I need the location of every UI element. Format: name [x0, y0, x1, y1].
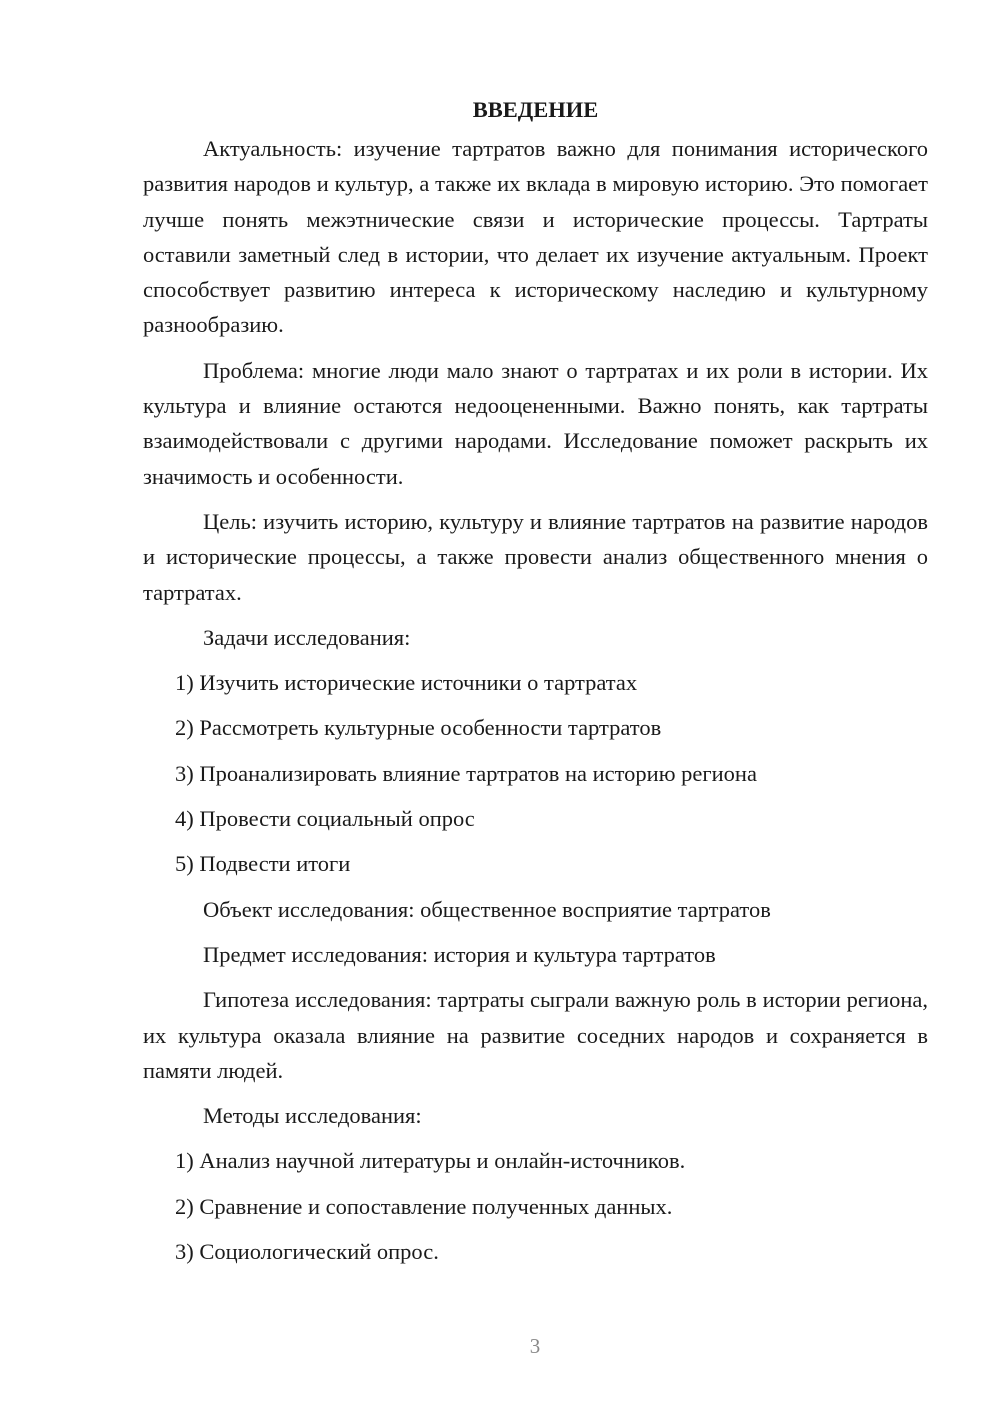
goal-paragraph: Цель: изучить историю, культуру и влияние тартратов на развитие народов и исторические процессы, а также провести анализ общественного мнения о тартратах. — [143, 508, 928, 605]
task-item-4: 4) Провести социальный опрос — [175, 806, 475, 832]
problem-paragraph: Проблема: многие люди мало знают о тартратах и их роли в истории. Их культура и влияние остаются недооцененными. Важно понять, как тартраты взаимодействовали с другими народами. Исследование поможет раскрыть их значимость и особенности. — [143, 357, 928, 489]
task-item-1: 1) Изучить исторические источники о тартратах — [175, 670, 638, 696]
document-body — [143, 92, 928, 1279]
page-number: 3 — [529, 1334, 541, 1358]
method-item-1: 1) Анализ научной литературы и онлайн-источников. — [175, 1148, 686, 1174]
hypothesis-paragraph: Гипотеза исследования: тартраты сыграли важную роль в истории региона, их культура оказала влияние на развитие соседних народов и сохраняется в памяти людей. — [143, 987, 928, 1083]
relevance-paragraph: Актуальность: изучение тартратов важно для понимания исторического развития народов и культур, а также их вклада в мировую историю. Это помогает лучше понять межэтнические связи и исторические процессы. Тартраты оставили заметный след в истории, что делает их изучение актуальным. Проект способствует развитию интереса к историческому наследию и культурному разнообразию. — [143, 136, 928, 338]
method-item-3: 3) Социологический опрос. — [175, 1239, 439, 1265]
tasks-heading: Задачи исследования: — [203, 624, 411, 650]
task-item-5: 5) Подвести итоги — [175, 851, 351, 877]
task-item-2: 2) Рассмотреть культурные особенности тартратов — [175, 715, 662, 741]
research-subject: Предмет исследования: история и культура тартратов — [203, 941, 716, 967]
research-object: Объект исследования: общественное восприятие тартратов — [203, 896, 771, 922]
page-title: ВВЕДЕНИЕ — [472, 97, 599, 122]
method-item-2: 2) Сравнение и сопоставление полученных данных. — [175, 1193, 673, 1219]
task-item-3: 3) Проанализировать влияние тартратов на историю региона — [175, 760, 757, 786]
methods-heading: Методы исследования: — [203, 1103, 422, 1129]
